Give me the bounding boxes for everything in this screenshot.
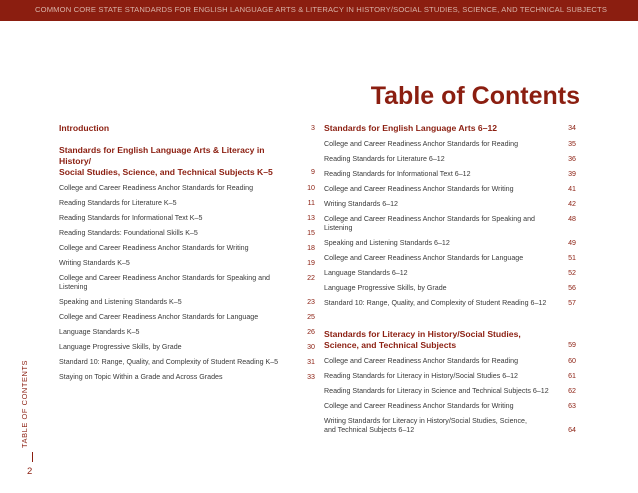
toc-entry-page: 3 xyxy=(311,124,315,132)
toc-section-6-12[interactable] xyxy=(324,123,576,134)
toc-entry[interactable] xyxy=(324,417,576,435)
toc-section-label: Standards for English Language Arts & Literacy in History/ Social Studies, Science, and Technical Subjects K–5 xyxy=(59,145,273,177)
toc-entry-page: 30 xyxy=(307,343,315,351)
toc-entry-page: 36 xyxy=(568,155,576,163)
toc-entry-label: Reading Standards for Informational Text 6–12 xyxy=(324,170,471,178)
toc-entry-page: 41 xyxy=(568,185,576,193)
toc-entry-label: Standard 10: Range, Quality, and Complexity of Student Reading K–5 xyxy=(59,358,279,366)
toc-entry-page: 26 xyxy=(307,328,315,336)
toc-entry-page: 22 xyxy=(307,274,315,282)
toc-entry[interactable] xyxy=(59,358,315,367)
toc-entry-page: 51 xyxy=(568,254,576,262)
toc-entry-page: 9 xyxy=(311,168,315,176)
toc-entry-label: College and Career Readiness Anchor Standards for Speaking and Listening xyxy=(324,215,535,232)
toc-entry-page: 57 xyxy=(568,299,576,307)
toc-entry[interactable] xyxy=(324,215,576,233)
toc-left-column xyxy=(59,123,315,382)
toc-entry[interactable] xyxy=(59,214,315,223)
toc-entry-label: College and Career Readiness Anchor Standards for Writing xyxy=(324,185,514,193)
toc-entry-label: College and Career Readiness Anchor Standards for Language xyxy=(324,254,524,262)
toc-entry-page: 60 xyxy=(568,357,576,365)
toc-entry-label: Speaking and Listening Standards K–5 xyxy=(59,298,182,306)
toc-entry[interactable] xyxy=(324,357,576,366)
toc-entry-label: Reading Standards for Literature 6–12 xyxy=(324,155,445,163)
toc-entry-label: College and Career Readiness Anchor Standards for Reading xyxy=(324,140,519,148)
toc-entry[interactable] xyxy=(324,254,576,263)
toc-entry-page: 56 xyxy=(568,284,576,292)
toc-entry[interactable] xyxy=(59,184,315,193)
toc-entry-label: Writing Standards K–5 xyxy=(59,259,130,267)
toc-section-label: Standards for English Language Arts 6–12 xyxy=(324,123,498,133)
toc-entry-label: Reading Standards: Foundational Skills K–5 xyxy=(59,229,198,237)
toc-entry-page: 23 xyxy=(307,298,315,306)
toc-entry-page: 33 xyxy=(307,373,315,381)
toc-section-k5[interactable] xyxy=(59,145,315,178)
toc-entry-label: College and Career Readiness Anchor Standards for Language xyxy=(59,313,259,321)
side-section-label: TABLE OF CONTENTS xyxy=(20,359,29,448)
toc-entry[interactable] xyxy=(59,298,315,307)
side-divider xyxy=(32,452,33,462)
toc-entry-page: 64 xyxy=(568,426,576,434)
toc-entry[interactable] xyxy=(324,387,576,396)
toc-entry[interactable] xyxy=(59,373,315,382)
toc-entry[interactable] xyxy=(324,402,576,411)
toc-entry[interactable] xyxy=(324,185,576,194)
toc-entry-label: College and Career Readiness Anchor Standards for Reading xyxy=(59,184,254,192)
toc-entry-page: 18 xyxy=(307,244,315,252)
toc-entry-page: 49 xyxy=(568,239,576,247)
toc-section-label: Standards for Literacy in History/Social Studies, Science, and Technical Subjects xyxy=(324,329,521,350)
toc-entry-label: College and Career Readiness Anchor Standards for Speaking and Listening xyxy=(59,274,270,291)
toc-entry-page: 31 xyxy=(307,358,315,366)
toc-entry[interactable] xyxy=(59,199,315,208)
toc-entry[interactable] xyxy=(324,200,576,209)
toc-entry-page: 39 xyxy=(568,170,576,178)
toc-entry-page: 34 xyxy=(568,124,576,132)
toc-entry-label: Reading Standards for Literacy in History/Social Studies 6–12 xyxy=(324,372,519,380)
toc-entry-label: College and Career Readiness Anchor Standards for Writing xyxy=(324,402,514,410)
toc-section-literacy[interactable] xyxy=(324,329,576,351)
toc-entry-page: 59 xyxy=(568,341,576,349)
toc-entry-label: Standard 10: Range, Quality, and Complexity of Student Reading 6–12 xyxy=(324,299,547,307)
toc-entry-page: 42 xyxy=(568,200,576,208)
toc-entry[interactable] xyxy=(324,372,576,381)
toc-entry-label: Language Progressive Skills, by Grade xyxy=(324,284,447,292)
header-banner xyxy=(0,0,638,21)
banner-text: COMMON CORE STATE STANDARDS FOR ENGLISH LANGUAGE ARTS & LITERACY IN HISTORY/SOCIAL STUDIES, SCIENCE, AND TECHNICAL SUBJECTS xyxy=(35,5,608,14)
toc-entry-page: 11 xyxy=(307,199,315,207)
toc-entry-page: 13 xyxy=(307,214,315,222)
toc-entry-label: Writing Standards 6–12 xyxy=(324,200,399,208)
toc-entry-page: 63 xyxy=(568,402,576,410)
page-title: Table of Contents xyxy=(370,82,580,110)
toc-entry-label: Staying on Topic Within a Grade and Across Grades xyxy=(59,373,223,381)
toc-entry[interactable] xyxy=(59,313,315,322)
toc-entry[interactable] xyxy=(324,140,576,149)
toc-entry-introduction[interactable] xyxy=(59,123,315,134)
page-number: 2 xyxy=(27,466,33,477)
toc-entry-label: Speaking and Listening Standards 6–12 xyxy=(324,239,450,247)
toc-entry[interactable] xyxy=(324,155,576,164)
toc-entry-page: 10 xyxy=(307,184,315,192)
toc-entry-label: College and Career Readiness Anchor Standards for Writing xyxy=(59,244,249,252)
toc-entry-label: Reading Standards for Literature K–5 xyxy=(59,199,177,207)
toc-entry-label: Writing Standards for Literacy in History/Social Studies, Science, and Technical Subjects 6–12 xyxy=(324,417,527,434)
toc-entry-label: Reading Standards for Literacy in Science and Technical Subjects 6–12 xyxy=(324,387,549,395)
toc-entry-label: Language Progressive Skills, by Grade xyxy=(59,343,182,351)
toc-entry[interactable] xyxy=(59,343,315,352)
toc-entry-page: 19 xyxy=(307,259,315,267)
toc-entry-label: Introduction xyxy=(59,123,110,133)
toc-entry[interactable] xyxy=(59,274,315,292)
toc-entry-label: College and Career Readiness Anchor Standards for Reading xyxy=(324,357,519,365)
toc-entry-page: 15 xyxy=(307,229,315,237)
toc-entry-page: 62 xyxy=(568,387,576,395)
toc-entry-label: Language Standards 6–12 xyxy=(324,269,408,277)
toc-entry[interactable] xyxy=(324,299,576,308)
toc-entry[interactable] xyxy=(324,170,576,179)
toc-entry[interactable] xyxy=(324,269,576,278)
toc-entry-page: 25 xyxy=(307,313,315,321)
toc-right-column xyxy=(324,123,576,435)
toc-entry[interactable] xyxy=(59,259,315,268)
toc-entry[interactable] xyxy=(59,244,315,253)
toc-entry-page: 48 xyxy=(568,215,576,223)
toc-entry-page: 52 xyxy=(568,269,576,277)
toc-entry-page: 61 xyxy=(568,372,576,380)
toc-entry[interactable] xyxy=(324,284,576,293)
toc-entry-page: 35 xyxy=(568,140,576,148)
toc-entry-label: Language Standards K–5 xyxy=(59,328,140,336)
toc-entry[interactable] xyxy=(59,328,315,337)
toc-entry[interactable] xyxy=(59,229,315,238)
toc-entry-label: Reading Standards for Informational Text K–5 xyxy=(59,214,203,222)
toc-entry[interactable] xyxy=(324,239,576,248)
